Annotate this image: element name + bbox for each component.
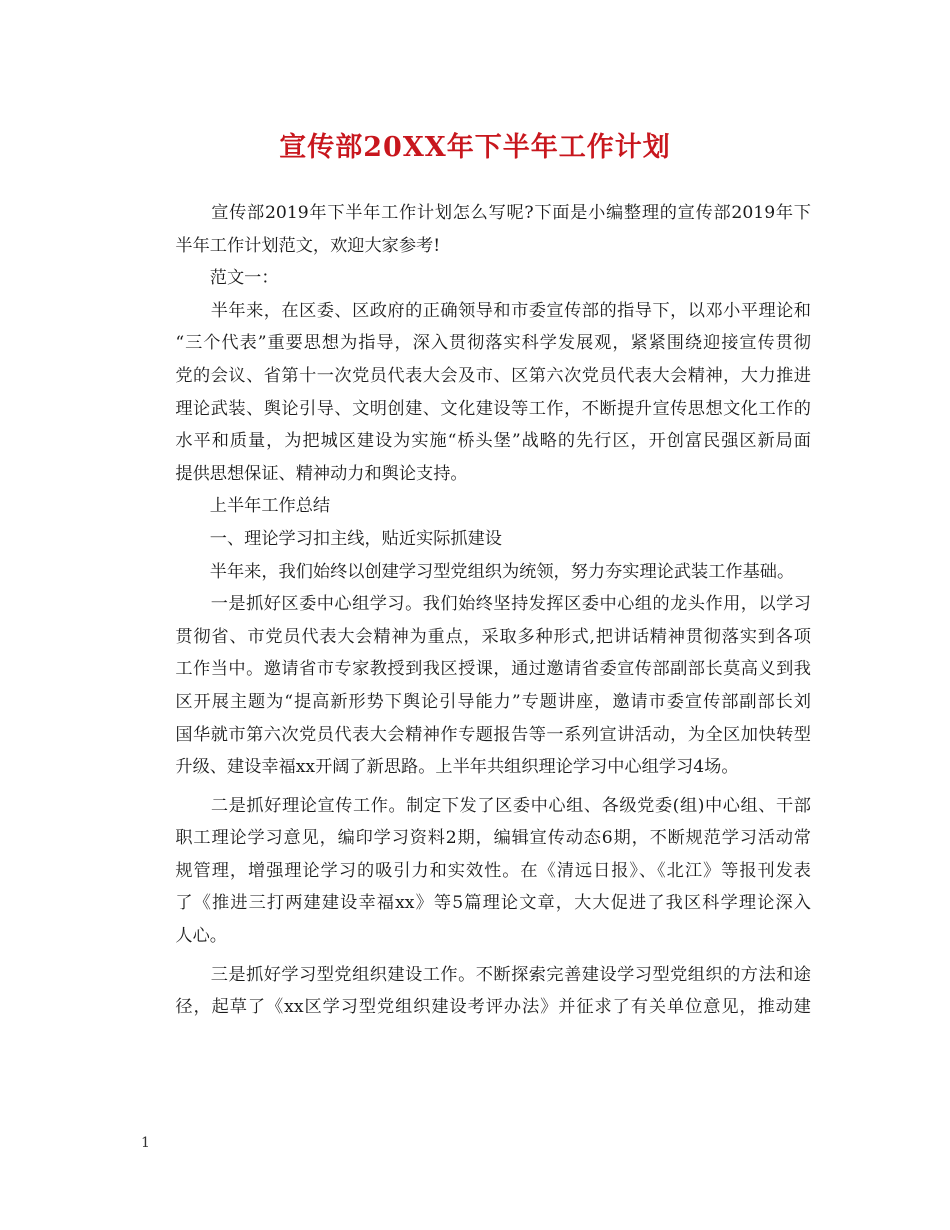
text-line: 人心。 bbox=[175, 926, 227, 947]
text-line: “三个代表”重要思想为指导，深入贯彻落实科学发展观，紧紧围绕迎接宣传贯彻 bbox=[175, 333, 811, 354]
text-line: 宣传部2019年下半年工作计划怎么写呢?下面是小编整理的宣传部2019年下 bbox=[175, 203, 811, 223]
text-line: 上半年工作总结 bbox=[175, 496, 331, 517]
text-line: 升级、建设幸福xx开阔了新思路。上半年共组织理论学习中心组学习4场。 bbox=[175, 757, 739, 778]
text-line: 一是抓好区委中心组学习。我们始终坚持发挥区委中心组的龙头作用，以学习 bbox=[175, 594, 811, 615]
page-number: 1 bbox=[141, 1135, 150, 1151]
text-line: 提供思想保证、精神动力和舆论支持。 bbox=[175, 463, 468, 484]
text-line: 国华就市第六次党员代表大会精神作专题报告等一系列宣讲活动，为全区加快转型 bbox=[175, 724, 811, 745]
paragraph-point-one bbox=[141, 588, 811, 784]
text-line: 贯彻省、市党员代表大会精神为重点，采取多种形式,把讲话精神贯彻落实到各项 bbox=[175, 626, 811, 647]
text-line: 职工理论学习意见，编印学习资料2期，编辑宣传动态6期，不断规范学习活动常 bbox=[175, 828, 811, 849]
page-title: 宣传部20XX年下半年工作计划 bbox=[279, 132, 671, 163]
text-line: 半年来，我们始终以创建学习型党组织为统领，努力夯实理论武装工作基础。 bbox=[175, 561, 795, 582]
paragraph-point-two bbox=[141, 790, 811, 953]
paragraph-theory-intro bbox=[141, 556, 811, 589]
text-line: 三是抓好学习型党组织建设工作。不断探索完善建设学习型党组织的方法和途 bbox=[175, 964, 811, 985]
text-line: 理论武装、舆论引导、文明创建、文化建设等工作，不断提升宣传思想文化工作的 bbox=[175, 398, 811, 419]
text-line: 径，起草了《xx区学习型党组织建设考评办法》并征求了有关单位意见，推动建 bbox=[175, 997, 811, 1018]
text-line: 水平和质量，为把城区建设为实施“桥头堡”战略的先行区，开创富民强区新局面 bbox=[175, 431, 811, 452]
paragraph-point-three bbox=[141, 959, 811, 1024]
text-line: 半年来，在区委、区政府的正确领导和市委宣传部的指导下，以邓小平理论和 bbox=[175, 300, 811, 321]
text-line: 二是抓好理论宣传工作。制定下发了区委中心组、各级党委(组)中心组、干部 bbox=[175, 795, 811, 816]
section-heading-theory bbox=[141, 523, 811, 556]
section-heading-summary bbox=[141, 490, 811, 523]
text-line: 区开展主题为“提高新形势下舆论引导能力”专题讲座，邀请市委宣传部副部长刘 bbox=[175, 691, 811, 712]
text-line: 规管理，增强理论学习的吸引力和实效性。在《清远日报》、《北江》等报刊发表 bbox=[175, 860, 811, 881]
text-line: 党的会议、省第十一次党员代表大会及市、区第六次党员代表大会精神，大力推进 bbox=[175, 365, 811, 386]
paragraph-intro bbox=[141, 197, 811, 262]
text-line: 半年工作计划范文，欢迎大家参考! bbox=[175, 235, 441, 256]
text-line: 工作当中。邀请省市专家教授到我区授课，通过邀请省委宣传部副部长莫高义到我 bbox=[175, 659, 811, 680]
text-line: 范文一： bbox=[175, 268, 279, 289]
text-line: 了《推进三打两建建设幸福xx》等5篇理论文章，大大促进了我区科学理论深入 bbox=[175, 893, 811, 914]
text-line: 一、理论学习扣主线，贴近实际抓建设 bbox=[175, 528, 502, 549]
paragraph-overview bbox=[141, 295, 811, 491]
document-body bbox=[141, 197, 811, 1024]
paragraph-sample-heading bbox=[141, 262, 811, 295]
